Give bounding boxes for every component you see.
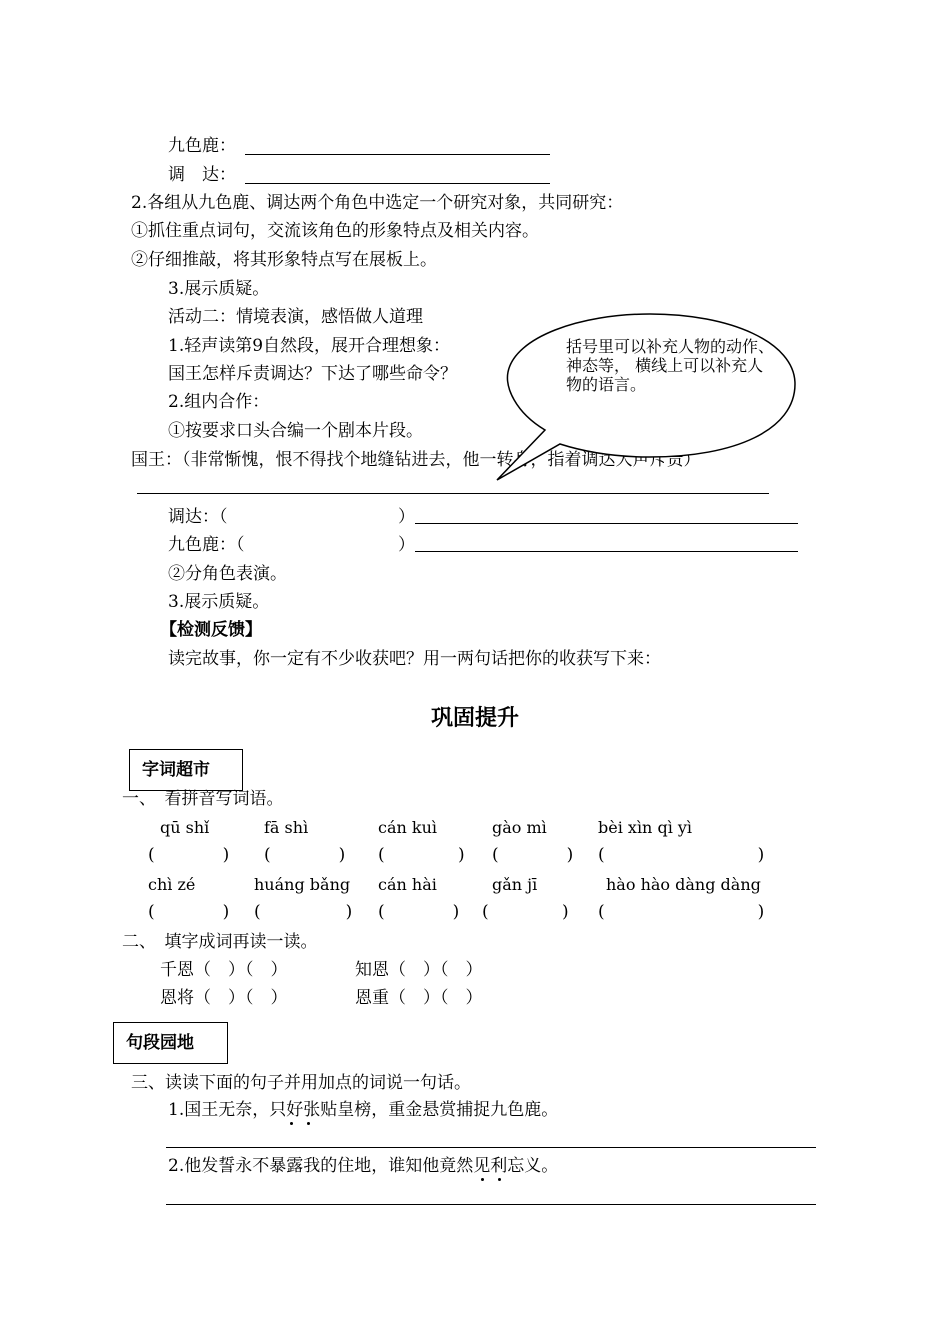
sentence-1: 1.国王无奈，只好张贴皇榜，重金悬赏捕捉九色鹿。	[168, 1100, 559, 1120]
fill-item[interactable]: 知恩（ ）（ ）	[355, 960, 483, 980]
activity-2-question: 国王怎样斥责调达？下达了哪些命令？	[168, 364, 457, 384]
activity-2-heading: 活动二：情境表演，感悟做人道理	[168, 307, 423, 327]
fill-item[interactable]: 千恩（ ）（ ）	[160, 960, 288, 980]
answer-bracket[interactable]: ( )	[148, 845, 230, 865]
instruction-2a: ①抓住重点词句，交流该角色的形象特点及相关内容。	[131, 221, 539, 241]
answer-line[interactable]	[245, 154, 550, 155]
answer-bracket[interactable]: ( )	[378, 845, 465, 865]
question-3: 三、读读下面的句子并用加点的词说一句话。	[131, 1073, 471, 1093]
activity-2-item-2a: ①按要求口头合编一个剧本片段。	[168, 421, 423, 441]
pinyin: cán hài	[378, 875, 437, 894]
king-line: 国王：（非常惭愧，恨不得找个地缝钻进去，他一转身，指着调达大声斥责）	[131, 450, 701, 470]
emphasis-dot	[498, 1178, 501, 1181]
answer-line[interactable]	[137, 493, 769, 494]
answer-line[interactable]	[245, 183, 550, 184]
question-1: 一、 看拼音写词语。	[122, 789, 284, 809]
pinyin: huáng bǎng	[254, 875, 351, 894]
pinyin: fā shì	[264, 818, 309, 837]
pinyin: chì zé	[148, 875, 196, 894]
tiaoda-script-label: 调达：（	[168, 507, 228, 527]
pinyin: hào hào dàng dàng	[606, 875, 761, 894]
callout-text: 括号里可以补充人物的动作、神态等， 横线上可以补充人物的语言。	[566, 337, 775, 394]
close-paren: ）	[398, 507, 415, 527]
fill-item[interactable]: 恩重（ ）（ ）	[355, 988, 483, 1008]
answer-bracket[interactable]: ( )	[482, 902, 569, 922]
emphasis-dot	[290, 1122, 293, 1125]
pinyin: qū shǐ	[160, 818, 210, 837]
instruction-2b: ②仔细推敲，将其形象特点写在展板上。	[131, 250, 437, 270]
fill-item[interactable]: 恩将（ ）（ ）	[160, 988, 288, 1008]
answer-bracket[interactable]: ( )	[264, 845, 346, 865]
answer-bracket[interactable]: ( )	[598, 902, 765, 922]
emphasis-dot	[307, 1122, 310, 1125]
role-play: ②分角色表演。	[168, 564, 287, 584]
deer-label: 九色鹿：	[168, 136, 236, 156]
instruction-3: 3.展示质疑。	[168, 279, 270, 299]
sentence-2: 2.他发誓永不暴露我的住地，谁知他竟然见利忘义。	[168, 1156, 559, 1176]
pinyin: gǎn jī	[492, 875, 538, 894]
section-title: 巩固提升	[430, 706, 519, 731]
feedback-text: 读完故事，你一定有不少收获吧？用一两句话把你的收获写下来：	[168, 649, 661, 669]
question-2: 二、 填字成词再读一读。	[122, 932, 318, 952]
answer-bracket[interactable]: ( )	[254, 902, 353, 922]
answer-bracket[interactable]: ( )	[148, 902, 230, 922]
feedback-heading: 【检测反馈】	[160, 620, 262, 640]
pinyin: gào mì	[492, 818, 547, 837]
sentence-garden-box	[113, 1022, 228, 1064]
deer-script-label: 九色鹿：（	[168, 535, 245, 555]
instruction-3b: 3.展示质疑。	[168, 592, 270, 612]
word-market-label: 字词超市	[142, 760, 210, 780]
answer-line[interactable]	[166, 1147, 816, 1148]
answer-line[interactable]	[166, 1204, 816, 1205]
close-paren: ）	[398, 535, 415, 555]
answer-line[interactable]	[415, 551, 798, 552]
answer-line[interactable]	[415, 523, 798, 524]
pinyin: bèi xìn qì yì	[598, 818, 693, 837]
answer-bracket[interactable]: ( )	[598, 845, 765, 865]
pinyin: cán kuì	[378, 818, 438, 837]
word-market-box	[129, 749, 243, 791]
activity-2-item-1: 1.轻声读第9自然段，展开合理想象：	[168, 336, 451, 356]
answer-bracket[interactable]: ( )	[378, 902, 460, 922]
tiaoda-label: 调 达：	[168, 165, 236, 185]
emphasis-dot	[481, 1178, 484, 1181]
activity-2-item-2: 2.组内合作：	[168, 392, 270, 412]
answer-bracket[interactable]: ( )	[492, 845, 574, 865]
instruction-2: 2.各组从九色鹿、调达两个角色中选定一个研究对象，共同研究：	[131, 193, 624, 213]
sentence-garden-label: 句段园地	[126, 1033, 194, 1053]
